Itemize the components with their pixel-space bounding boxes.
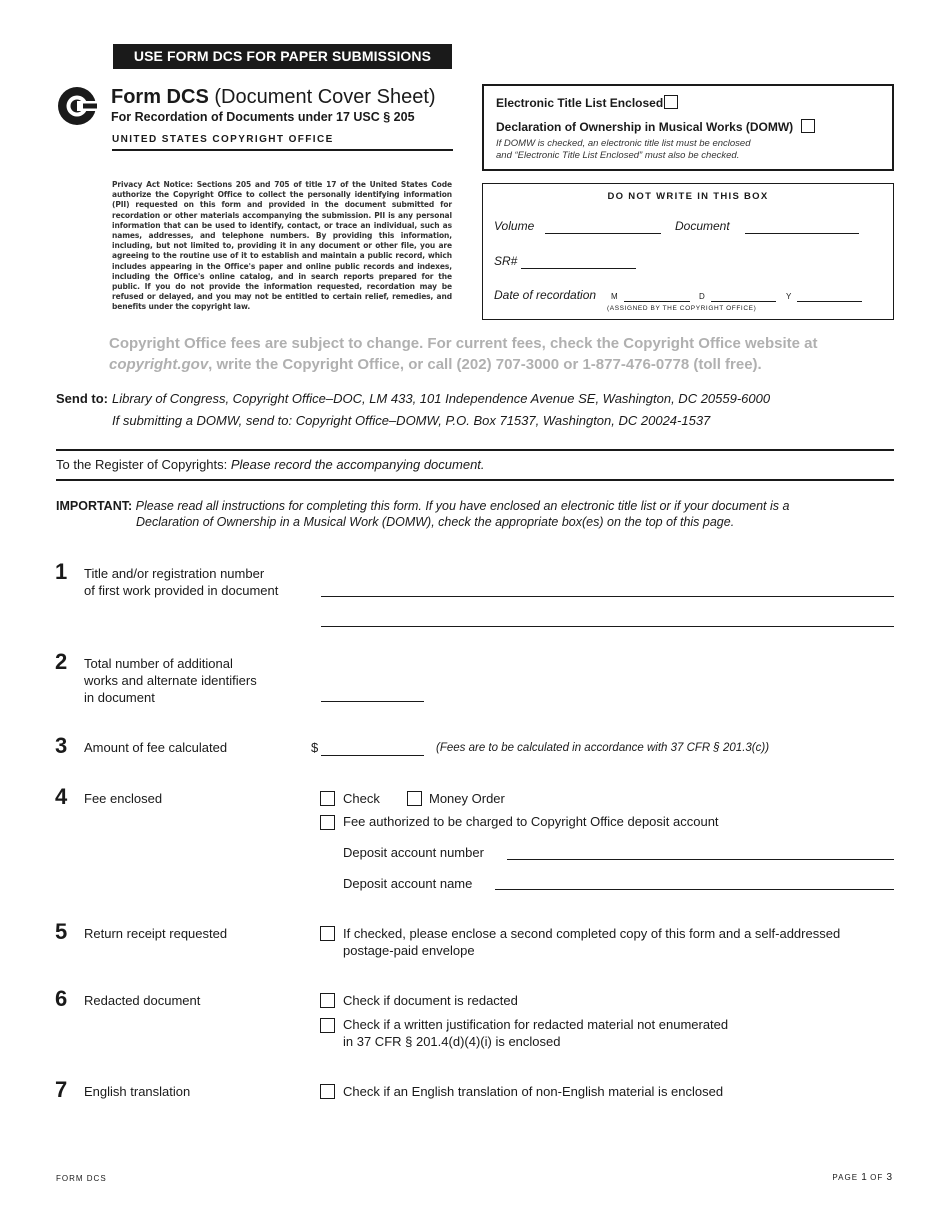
document-line xyxy=(745,233,859,234)
section-2-label-line-1: Total number of additional xyxy=(84,656,233,671)
deposit-account-name-label: Deposit account name xyxy=(343,876,473,891)
fee-amount-input[interactable] xyxy=(321,755,424,756)
domw-label: Declaration of Ownership in Musical Works (DOMW) xyxy=(496,120,794,134)
domw-checkbox[interactable] xyxy=(801,119,815,133)
footer-form-name: FORM DCS xyxy=(56,1174,107,1183)
section-1-number: 1 xyxy=(55,559,68,584)
page-of: OF xyxy=(870,1173,884,1182)
assigned-note: (ASSIGNED BY THE COPYRIGHT OFFICE) xyxy=(607,305,757,312)
register-top-rule xyxy=(56,449,894,451)
section-1-label-line-2: of first work provided in document xyxy=(84,583,279,598)
translation-label: Check if an English translation of non-English material is enclosed xyxy=(343,1084,724,1099)
section-4-number: 4 xyxy=(55,784,68,809)
additional-works-input[interactable] xyxy=(321,701,424,702)
section-6-label: Redacted document xyxy=(84,993,201,1008)
section-7-label: English translation xyxy=(84,1084,191,1099)
important-text-1: Please read all instructions for completing this form. If you have enclosed an electronic title list or if your document is a xyxy=(135,499,790,513)
volume-line xyxy=(545,233,661,234)
domw-address: If submitting a DOMW, send to: Copyright Office–DOMW, P.O. Box 71537, Washington, DC 20024-1537 xyxy=(112,413,711,428)
register-request xyxy=(56,457,485,472)
title-input-line-2[interactable] xyxy=(321,626,894,627)
section-7-number: 7 xyxy=(55,1077,68,1102)
title-input-line-1[interactable] xyxy=(321,596,894,597)
form-name: Form DCS xyxy=(111,86,209,108)
office-use-title: DO NOT WRITE IN THIS BOX xyxy=(607,191,769,202)
office-name: UNITED STATES COPYRIGHT OFFICE xyxy=(112,134,334,145)
deposit-account-number-input[interactable] xyxy=(507,859,894,860)
page-prefix: PAGE xyxy=(832,1173,859,1182)
section-1-label-line-1: Title and/or registration number xyxy=(84,566,265,581)
form-description: (Document Cover Sheet) xyxy=(214,86,436,108)
title-divider xyxy=(112,149,453,151)
return-receipt-checkbox[interactable] xyxy=(320,926,335,941)
electronic-title-list-label: Electronic Title List Enclosed xyxy=(496,96,664,110)
domw-note-line-2: and “Electronic Title List Enclosed” must also be checked. xyxy=(496,150,740,161)
redacted-label: Check if document is redacted xyxy=(343,993,518,1008)
page-total: 3 xyxy=(886,1172,892,1183)
form-title xyxy=(111,86,436,109)
deposit-account-name-input[interactable] xyxy=(495,889,894,890)
deposit-charge-checkbox[interactable] xyxy=(320,815,335,830)
section-3-label: Amount of fee calculated xyxy=(84,740,228,755)
money-order-checkbox[interactable] xyxy=(407,791,422,806)
justification-checkbox[interactable] xyxy=(320,1018,335,1033)
check-checkbox[interactable] xyxy=(320,791,335,806)
copyright-gov-link[interactable]: copyright.gov xyxy=(109,356,209,373)
volume-label: Volume xyxy=(494,219,535,233)
translation-checkbox[interactable] xyxy=(320,1084,335,1099)
section-3-number: 3 xyxy=(55,733,68,758)
day-line xyxy=(711,301,776,302)
document-label: Document xyxy=(675,219,730,233)
return-receipt-text-1: If checked, please enclose a second completed copy of this form and a self-addressed xyxy=(343,926,841,941)
justification-label-2: in 37 CFR § 201.4(d)(4)(i) is enclosed xyxy=(343,1034,561,1049)
section-5-number: 5 xyxy=(55,919,68,944)
section-2-number: 2 xyxy=(55,649,68,674)
year-line xyxy=(797,301,862,302)
paper-submission-banner: USE FORM DCS FOR PAPER SUBMISSIONS ONLY xyxy=(113,44,452,69)
money-order-label: Money Order xyxy=(429,791,505,806)
domw-note-line-1: If DOMW is checked, an electronic title list must be enclosed xyxy=(496,138,751,149)
month-line xyxy=(624,301,690,302)
day-label: D xyxy=(699,292,706,301)
important-label: IMPORTANT: xyxy=(56,499,133,513)
page-number: 1 xyxy=(861,1172,867,1183)
fee-calculation-note: (Fees are to be calculated in accordance with 37 CFR § 201.3(c)) xyxy=(436,742,770,754)
copyright-office-logo xyxy=(57,86,97,126)
fees-note-part-1: Copyright Office fees are subject to change. For current fees, check the Copyright Office website at xyxy=(109,335,818,352)
form-subtitle: For Recordation of Documents under 17 USC § 205 xyxy=(111,110,415,124)
page-indicator xyxy=(820,1172,892,1183)
register-bottom-rule xyxy=(56,479,894,481)
deposit-account-number-label: Deposit account number xyxy=(343,845,484,860)
office-use-box xyxy=(482,183,894,320)
section-2-label-line-2: works and alternate identifiers xyxy=(84,673,257,688)
section-6-number: 6 xyxy=(55,986,68,1011)
redacted-checkbox[interactable] xyxy=(320,993,335,1008)
important-notice xyxy=(56,498,894,530)
return-receipt-text-2: postage-paid envelope xyxy=(343,943,475,958)
privacy-act-notice: Privacy Act Notice: Sections 205 and 705 of title 17 of the United States Code authorize the Copyright Office to collect the personally identifying information (PII) requested on this form and provided in the document submitted for recordation or other materials accompanying the submission. PII is any personal information that can be used to identify, contact, or trace an individual, such as names, addresses, and telephone numbers. By providing this information, including, but not limited to, providing it in any document or other file, you are agreeing to the routine use of it to establish and maintain a public record, which includes appearing in the Office's paper and online public records and indexes, including the Office's online catalog, and in search reports prepared for the public. If you do not provide the information requested, recordation may be refused or delayed, and you may not be entitled to certain relief, remedies, and benefits under the copyright law. xyxy=(112,180,452,312)
section-5-label: Return receipt requested xyxy=(84,926,228,941)
send-to-label: Send to: xyxy=(56,391,108,406)
send-to-address: Library of Congress, Copyright Office–DOC, LM 433, 101 Independence Avenue SE, Washington, DC 20559-6000 xyxy=(112,391,771,406)
register-request-text: Please record the accompanying document. xyxy=(230,457,485,472)
month-label: M xyxy=(611,292,619,301)
year-label: Y xyxy=(786,292,792,301)
important-text-2: Declaration of Ownership in a Musical Work (DOMW), check the appropriate box(es) on the top of this page. xyxy=(136,515,735,529)
section-4-label: Fee enclosed xyxy=(84,791,163,806)
currency-symbol: $ xyxy=(311,740,319,755)
date-recordation-label: Date of recordation xyxy=(494,288,597,302)
section-2-label-line-3: in document xyxy=(84,690,155,705)
electronic-title-list-checkbox[interactable] xyxy=(664,95,678,109)
check-label: Check xyxy=(343,791,380,806)
fees-note-part-2: , write the Copyright Office, or call (202) 707-3000 or 1-877-476-0778 (toll free). xyxy=(208,356,762,373)
deposit-charge-label: Fee authorized to be charged to Copyright Office deposit account xyxy=(343,814,719,829)
enclosure-box xyxy=(482,84,894,171)
sr-label: SR# xyxy=(494,254,518,268)
register-prefix: To the Register of Copyrights: xyxy=(56,457,228,472)
fees-note xyxy=(109,333,869,375)
domw-note xyxy=(496,138,751,162)
sr-line xyxy=(521,268,636,269)
justification-label-1: Check if a written justification for redacted material not enumerated xyxy=(343,1017,729,1032)
